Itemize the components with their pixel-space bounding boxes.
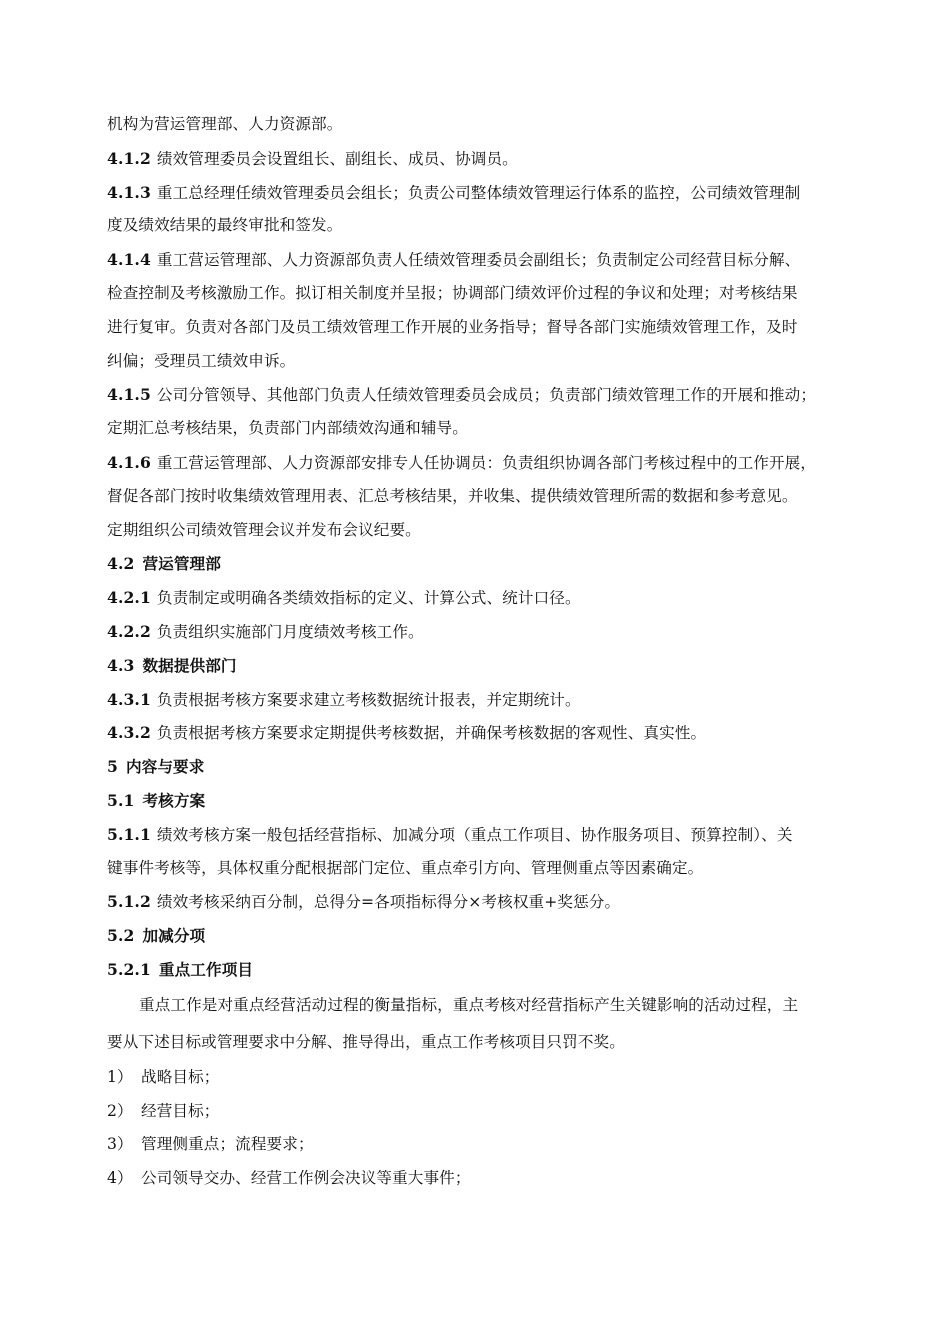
paragraph-text: 绩效管理委员会设置组长、副组长、成员、协调员。	[156, 149, 518, 168]
paragraph-text: 负责根据考核方案要求定期提供考核数据，并确保考核数据的客观性、真实性。	[156, 724, 707, 743]
paragraph-text: 管理侧重点；流程要求；	[141, 1135, 314, 1154]
paragraph-text: 纠偏；受理员工绩效申诉。	[107, 351, 296, 370]
clause-number: 4.2.2	[107, 621, 151, 641]
list-item	[107, 1095, 850, 1129]
paragraph-line	[107, 209, 850, 243]
paragraph-text: 负责组织实施部门月度绩效考核工作。	[156, 622, 424, 641]
paragraph-line	[107, 277, 850, 311]
paragraph-text: 定期组织公司绩效管理会议并发布会议纪要。	[107, 520, 421, 539]
clause-number: 5.1.1	[107, 824, 151, 844]
paragraph-text: 重点工作是对重点经营活动过程的衡量指标，重点考核对经营指标产生关键影响的活动过程，主	[139, 995, 799, 1014]
section-heading	[107, 750, 850, 784]
clause-number: 5.1.2	[107, 892, 151, 912]
paragraph-line	[107, 581, 850, 615]
paragraph-text: 检查控制及考核激励工作。拟订相关制度并呈报；协调部门绩效评价过程的争议和处理；对考核结果	[107, 283, 798, 302]
paragraph-text: 进行复审。负责对各部门及员工绩效管理工作开展的业务指导；督导各部门实施绩效管理工作，及时	[107, 317, 798, 336]
list-item	[107, 1061, 850, 1095]
section-number: 4.2	[107, 554, 135, 574]
paragraph-line	[107, 514, 850, 548]
section-title: 考核方案	[142, 790, 206, 810]
section-title: 内容与要求	[125, 757, 205, 777]
list-item	[107, 1128, 850, 1162]
paragraph-text: 负责制定或明确各类绩效指标的定义、计算公式、统计口径。	[156, 589, 581, 608]
paragraph-text: 督促各部门按时收集绩效管理用表、汇总考核结果，并收集、提供绩效管理所需的数据和参考意见。	[107, 486, 798, 505]
paragraph-line	[107, 243, 850, 277]
paragraph-line	[107, 987, 850, 1024]
paragraph-text: 战略目标；	[141, 1067, 220, 1086]
paragraph-line	[107, 142, 850, 176]
list-item	[107, 1162, 850, 1196]
section-title: 数据提供部门	[142, 655, 237, 675]
paragraph-line	[107, 480, 850, 514]
section-heading	[107, 547, 850, 581]
paragraph-line	[107, 446, 850, 480]
paragraph-line	[107, 108, 850, 142]
paragraph-line	[107, 378, 850, 412]
paragraph-line	[107, 885, 850, 919]
list-marker: 1）	[107, 1067, 133, 1086]
clause-number: 4.1.2	[107, 148, 151, 168]
clause-number: 4.1.6	[107, 452, 151, 472]
paragraph-text: 定期汇总考核结果，负责部门内部绩效沟通和辅导。	[107, 419, 468, 438]
paragraph-line	[107, 615, 850, 649]
clause-number: 4.3.1	[107, 689, 151, 709]
section-number: 5.2	[107, 926, 135, 946]
section-number: 5	[107, 757, 118, 777]
paragraph-line	[107, 345, 850, 379]
section-heading	[107, 649, 850, 683]
section-heading	[107, 953, 850, 987]
paragraph-text: 公司分管领导、其他部门负责人任绩效管理委员会成员；负责部门绩效管理工作的开展和推动；	[156, 386, 817, 405]
section-heading	[107, 919, 850, 953]
paragraph-line	[107, 176, 850, 210]
paragraph-text: 重工总经理任绩效管理委员会组长；负责公司整体绩效管理运行体系的监控，公司绩效管理制	[156, 183, 801, 202]
paragraph-text: 重工营运管理部、人力资源部安排专人任协调员：负责组织协调各部门考核过程中的工作开展，	[156, 453, 817, 472]
paragraph-text: 经营目标；	[141, 1101, 220, 1120]
paragraph-line	[107, 412, 850, 446]
paragraph-text: 度及绩效结果的最终审批和签发。	[107, 216, 343, 235]
list-marker: 2）	[107, 1101, 133, 1120]
paragraph-line	[107, 852, 850, 886]
section-title: 营运管理部	[142, 554, 221, 574]
paragraph-line	[107, 1024, 850, 1061]
paragraph-line	[107, 716, 850, 750]
paragraph-text: 重工营运管理部、人力资源部负责人任绩效管理委员会副组长；负责制定公司经营目标分解、	[156, 251, 801, 270]
section-number: 5.2.1	[107, 959, 151, 979]
paragraph-text: 绩效考核采纳百分制，总得分=各项指标得分×考核权重+奖惩分。	[156, 893, 621, 912]
paragraph-text: 绩效考核方案一般包括经营指标、加减分项（重点工作项目、协作服务项目、预算控制）、关	[156, 825, 793, 844]
clause-number: 4.1.5	[107, 385, 151, 405]
section-title: 加减分项	[142, 926, 206, 946]
clause-number: 4.2.1	[107, 588, 151, 608]
section-heading	[107, 784, 850, 818]
paragraph-line	[107, 683, 850, 717]
section-number: 4.3	[107, 655, 135, 675]
section-title: 重点工作项目	[158, 959, 254, 979]
section-number: 5.1	[107, 790, 135, 810]
document-body	[107, 108, 850, 1196]
paragraph-text: 要从下述目标或管理要求中分解、推导得出，重点工作考核项目只罚不奖。	[107, 1032, 625, 1051]
clause-number: 4.3.2	[107, 723, 151, 743]
paragraph-text: 键事件考核等，具体权重分配根据部门定位、重点牵引方向、管理侧重点等因素确定。	[107, 858, 704, 877]
paragraph-line	[107, 311, 850, 345]
clause-number: 4.1.3	[107, 182, 151, 202]
list-marker: 3）	[107, 1135, 133, 1154]
paragraph-line	[107, 818, 850, 852]
paragraph-text: 机构为营运管理部、人力资源部。	[107, 115, 343, 133]
paragraph-text: 负责根据考核方案要求建立考核数据统计报表，并定期统计。	[156, 690, 581, 709]
paragraph-text: 公司领导交办、经营工作例会决议等重大事件；	[141, 1169, 471, 1188]
list-marker: 4）	[107, 1169, 133, 1188]
clause-number: 4.1.4	[107, 250, 151, 270]
